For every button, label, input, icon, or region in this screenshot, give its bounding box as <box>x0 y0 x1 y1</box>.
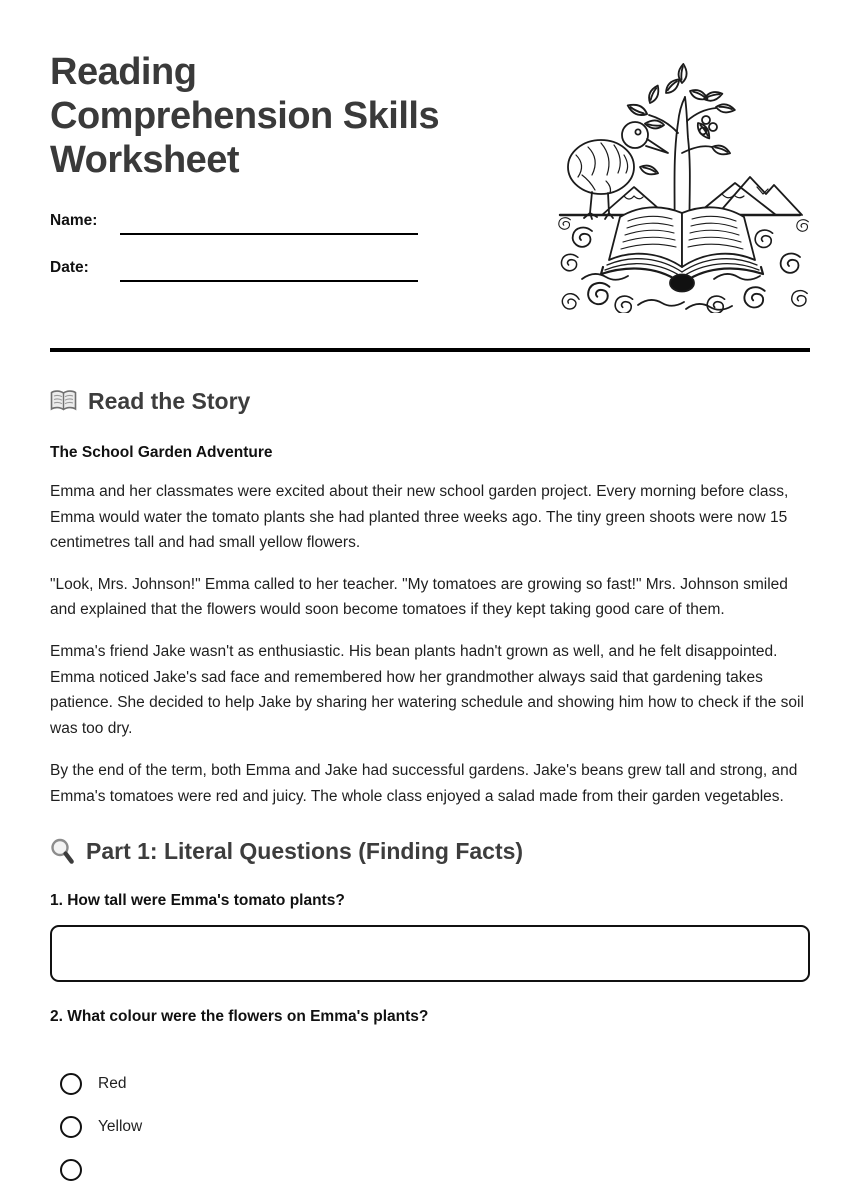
story-paragraph: By the end of the term, both Emma and Jake had successful gardens. Jake's beans grew tall and strong, and Emma's tomatoes were red and juicy. The whole class enjoyed a salad made from their garden vegetables. <box>50 762 798 805</box>
magnifying-glass-icon <box>50 837 75 865</box>
kiwi-book-tree-illustration-icon <box>554 63 810 313</box>
read-the-story-heading-text: Read the Story <box>88 388 251 414</box>
option-row-red <box>60 1073 810 1096</box>
page-title <box>50 50 530 182</box>
open-book-icon <box>50 390 77 413</box>
story-paragraph: Emma's friend Jake wasn't as enthusiastic. His bean plants hadn't grown as well, and he felt disappointed. Emma noticed Jake's sad face and remembered how her grandmother always said that gardening takes patience. She decided to help Jake by sharing her watering schedule and showing him how to check if the soil was too dry. <box>50 642 804 737</box>
name-input-line[interactable] <box>120 233 418 235</box>
page-title-line-1: Reading <box>50 51 197 93</box>
question-1-answer-box[interactable] <box>50 925 810 982</box>
page-title-line-2: Comprehension Skills <box>50 95 440 137</box>
question-1-label: 1. How tall were Emma's tomato plants? <box>50 891 345 909</box>
question-2-label: 2. What colour were the flowers on Emma's plants? <box>50 1007 429 1025</box>
option-row-yellow <box>60 1115 810 1138</box>
story-paragraph: "Look, Mrs. Johnson!" Emma called to her teacher. "My tomatoes are growing so fast!" Mrs. Johnson smiled and explained that the flowers would soon become tomatoes if they kept taking good care of them. <box>50 575 788 619</box>
option-label: Yellow <box>98 1117 143 1135</box>
story-title: The School Garden Adventure <box>50 444 273 461</box>
date-field-row <box>50 259 530 283</box>
section-divider <box>50 348 810 352</box>
question-2-options <box>50 1073 810 1181</box>
radio-button-yellow[interactable] <box>60 1116 82 1138</box>
option-row-third-cutoff <box>60 1158 810 1181</box>
story-paragraph: Emma and her classmates were excited about their new school garden project. Every morning before class, Emma would water the tomato plants she had planted three weeks ago. The tiny green shoots were now 15 centimetres tall and had small yellow flowers. <box>50 483 789 552</box>
radio-button-red[interactable] <box>60 1073 82 1095</box>
radio-button-third[interactable] <box>60 1159 82 1181</box>
option-label: Red <box>98 1075 127 1093</box>
header-left <box>50 50 530 315</box>
part1-heading-text: Part 1: Literal Questions (Finding Facts) <box>86 837 524 864</box>
read-the-story-heading <box>50 386 810 416</box>
name-label: Name: <box>50 212 98 229</box>
part1-heading <box>50 836 810 866</box>
worksheet-header <box>50 0 810 315</box>
date-input-line[interactable] <box>120 280 418 282</box>
page-title-line-3: Worksheet <box>50 139 240 181</box>
student-fields <box>50 212 530 283</box>
date-label: Date: <box>50 259 89 276</box>
header-illustration <box>554 50 810 315</box>
name-field-row <box>50 212 530 236</box>
